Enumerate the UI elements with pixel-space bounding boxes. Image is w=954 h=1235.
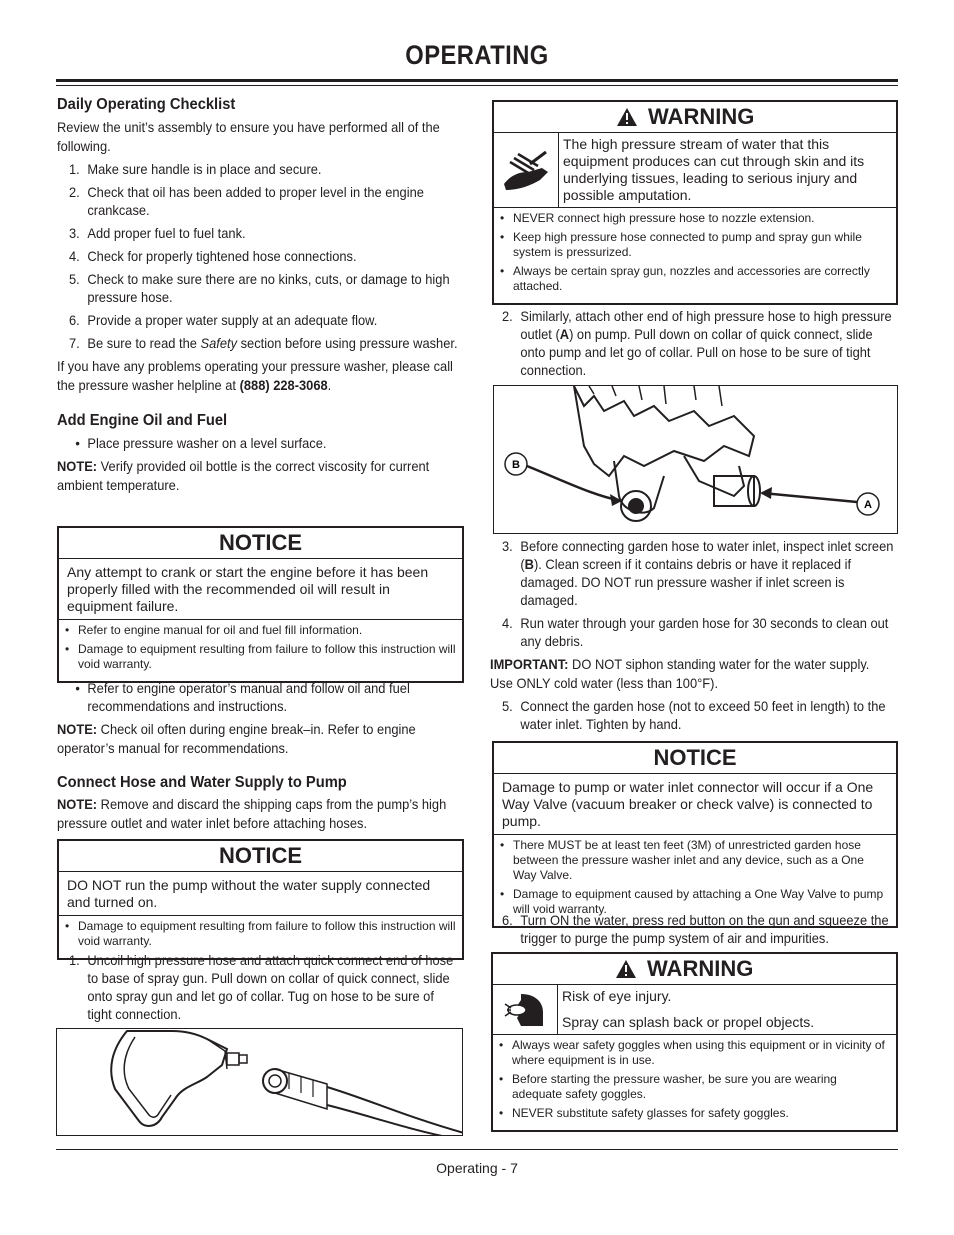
step-3: 3. Before connecting garden hose to water inlet, inspect inlet screen (B). Clean screen if it contains debris or have it replaced if damaged. DO NOT run pressure washer if inlet screen is damaged. <box>501 538 894 608</box>
notice-message: Damage to pump or water inlet connector will occur if a One Way Valve (vacuum breaker or check valve) is connected to pump. <box>494 774 896 835</box>
warning-title: WARNING <box>647 956 754 981</box>
warning-skin <box>492 100 898 305</box>
warning-item: • Keep high pressure hose connected to pump and spray gun while system is pressurized. <box>500 230 890 260</box>
hose-note: NOTE: Remove and discard the shipping caps from the pump’s high pressure outlet and water inlet before attaching hoses. <box>57 796 447 831</box>
checklist-item: 2. Check that oil has been added to proper level in the engine crankcase. <box>68 184 424 218</box>
helpline-text: If you have any problems operating your pressure washer, please call the pressure washer helpline at (888) 228-3068. <box>57 358 453 393</box>
warning-eye <box>491 952 898 1132</box>
checklist-item: 6. Provide a proper water supply at an adequate flow. <box>68 312 378 328</box>
notice-title: NOTICE <box>59 528 462 559</box>
oil-bullet: • Place pressure washer on a level surface. <box>57 434 462 452</box>
spray-gun-hose-illustration <box>57 1029 463 1136</box>
important-note: IMPORTANT: DO NOT siphon standing water for the water supply. Use ONLY cold water (less than 100°F). <box>490 656 870 691</box>
step-6: 6. Turn ON the water, press red button on the gun and squeeze the trigger to purge the pump system of air and impurities. <box>501 912 889 946</box>
step-5: 5. Connect the garden hose (not to exceed 50 feet in length) to the water inlet. Tighten by hand. <box>501 698 886 732</box>
checklist-list <box>57 160 462 352</box>
skin-injection-icon <box>494 133 559 207</box>
checklist-intro: Review the unit’s assembly to ensure you have performed all of the following. <box>57 119 440 154</box>
pump-illustration <box>494 386 898 534</box>
checklist-item: 5. Check to make sure there are no kinks, cuts, or damage to high pressure hose. <box>68 271 450 305</box>
notice-message: DO NOT run the pump without the water supply connected and turned on. <box>59 872 462 916</box>
notice-item: • Damage to equipment resulting from failure to follow this instruction will void warranty. <box>65 642 456 672</box>
warning-triangle-icon <box>615 959 637 979</box>
warning-title: WARNING <box>648 104 755 129</box>
checklist-item: 4. Check for properly tightened hose connections. <box>68 248 357 264</box>
checklist-item: 3. Add proper fuel to fuel tank. <box>68 225 246 241</box>
warning-triangle-icon <box>616 107 638 127</box>
warning-item: • NEVER substitute safety glasses for safety goggles. <box>499 1106 890 1121</box>
notice-valve <box>492 741 898 928</box>
warning-item: • NEVER connect high pressure hose to nozzle extension. <box>500 211 890 226</box>
figure-label-a: A <box>864 499 872 511</box>
warning-message-block <box>558 985 896 1034</box>
notice-oil <box>57 526 464 683</box>
figure-label-b: B <box>512 459 520 471</box>
left-column <box>57 94 465 1022</box>
title-rule-thin <box>56 85 898 86</box>
step-2: 2. Similarly, attach other end of high pressure hose to high pressure outlet (A) on pump. Pull down on collar of quick connect, slide onto pump and let go of collar. Pull on hose to be sure of tight connection. <box>501 308 892 378</box>
oil-note-2: NOTE: Check oil often during engine break–in. Refer to engine operator’s manual for recommendations. <box>57 721 416 756</box>
notice-title: NOTICE <box>494 743 896 774</box>
pump-figure <box>493 385 898 534</box>
warning-item: • Before starting the pressure washer, be sure you are wearing adequate safety goggles. <box>499 1072 890 1102</box>
helpline-phone: (888) 228-3068 <box>239 377 328 393</box>
warning-message: The high pressure stream of water that this equipment produces can cut through skin and its underlying tissues, leading to serious injury and possible amputation. <box>563 136 865 203</box>
notice-pump <box>57 839 464 960</box>
title-rule-thick <box>56 79 898 82</box>
warning-message-1: Risk of eye injury. <box>562 988 672 1004</box>
notice-item: • Damage to equipment resulting from failure to follow this instruction will void warranty. <box>65 919 456 949</box>
oil-note: NOTE: Verify provided oil bottle is the correct viscosity for current ambient temperature. <box>57 458 430 493</box>
notice-message: Any attempt to crank or start the engine before it has been properly filled with the recommended oil will result in equipment failure. <box>59 559 462 620</box>
checklist-heading: Daily Operating Checklist <box>57 96 236 113</box>
hose-step-1: 1. Uncoil high pressure hose and attach quick connect end of hose to base of spray gun. Pull down on collar of quick connect, slide onto spray gun and let go of collar. Tug on hose to be sure of tight connection. <box>68 952 454 1022</box>
page-title: OPERATING <box>405 40 549 70</box>
step-4: 4. Run water through your garden hose for 30 seconds to clean out any debris. <box>501 615 889 649</box>
hose-heading: Connect Hose and Water Supply to Pump <box>57 774 347 791</box>
warning-title-row <box>493 954 896 985</box>
footer-rule <box>56 1149 898 1150</box>
notice-item: • There MUST be at least ten feet (3M) of unrestricted garden hose between the pressure washer inlet and any device, such as a One Way Valve. <box>500 838 890 883</box>
warning-item: • Always be certain spray gun, nozzles and accessories are correctly attached. <box>500 264 890 294</box>
page-footer: Operating - 7 <box>436 1160 518 1176</box>
notice-title: NOTICE <box>59 841 462 872</box>
spray-gun-figure <box>56 1028 463 1136</box>
oil-heading: Add Engine Oil and Fuel <box>57 412 228 429</box>
oil-bullet-2: • Refer to engine operator’s manual and follow oil and fuel recommendations and instructions. <box>57 679 462 715</box>
warning-message-2: Spray can splash back or propel objects. <box>562 1014 815 1030</box>
eye-injury-icon <box>493 985 558 1034</box>
checklist-item: 1. Make sure handle is in place and secure. <box>68 161 322 177</box>
checklist-item: 7. Be sure to read the Safety section before using pressure washer. <box>68 335 458 351</box>
notice-item: • Damage to equipment caused by attaching a One Way Valve to pump will void warranty. <box>500 887 890 917</box>
notice-item: • Refer to engine manual for oil and fuel fill information. <box>65 623 456 638</box>
warning-item: • Always wear safety goggles when using this equipment or in vicinity of where equipment is in use. <box>499 1038 890 1068</box>
warning-title-row <box>494 102 896 133</box>
